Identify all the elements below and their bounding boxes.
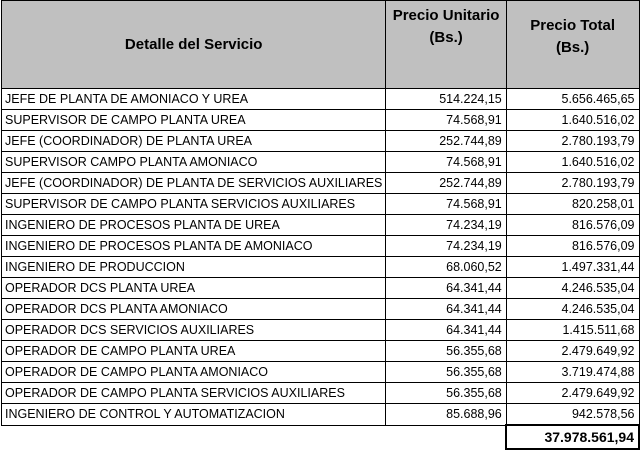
cell-precio-total: 2.780.193,79 xyxy=(506,173,639,194)
table-row xyxy=(2,341,640,362)
header-precio-total xyxy=(506,1,639,89)
table-row xyxy=(2,320,640,341)
cell-precio-unitario: 56.355,68 xyxy=(386,341,506,362)
total-row xyxy=(2,425,640,449)
table-row xyxy=(2,236,640,257)
cell-detalle: SUPERVISOR DE CAMPO PLANTA SERVICIOS AUXILIARES xyxy=(2,194,386,215)
cell-precio-total: 820.258,01 xyxy=(506,194,639,215)
header-total-line2: (Bs.) xyxy=(555,39,590,56)
cell-precio-unitario: 64.341,44 xyxy=(386,320,506,341)
cell-precio-unitario: 74.568,91 xyxy=(386,194,506,215)
cell-precio-total: 2.479.649,92 xyxy=(506,383,639,404)
header-total-line1: Precio Total xyxy=(530,17,615,34)
table-row xyxy=(2,215,640,236)
cell-precio-total: 2.479.649,92 xyxy=(506,341,639,362)
cell-precio-total: 4.246.535,04 xyxy=(506,299,639,320)
header-unitario-line1: Precio Unitario xyxy=(392,7,500,24)
table-row xyxy=(2,173,640,194)
cell-precio-unitario: 514.224,15 xyxy=(386,89,506,110)
header-unitario-line2: (Bs.) xyxy=(429,29,463,46)
cell-precio-total: 816.576,09 xyxy=(506,215,639,236)
cell-detalle: INGENIERO DE PROCESOS PLANTA DE UREA xyxy=(2,215,386,236)
table-row xyxy=(2,404,640,426)
cell-precio-unitario: 68.060,52 xyxy=(386,257,506,278)
total-spacer xyxy=(386,425,506,449)
header-precio-unitario xyxy=(386,1,506,89)
cell-detalle: INGENIERO DE PROCESOS PLANTA DE AMONIACO xyxy=(2,236,386,257)
cell-precio-unitario: 252.744,89 xyxy=(386,173,506,194)
cell-detalle: SUPERVISOR CAMPO PLANTA AMONIACO xyxy=(2,152,386,173)
cell-precio-total: 1.640.516,02 xyxy=(506,110,639,131)
table-row xyxy=(2,152,640,173)
cell-precio-unitario: 74.568,91 xyxy=(386,152,506,173)
table-row xyxy=(2,278,640,299)
cell-detalle: INGENIERO DE CONTROL Y AUTOMATIZACION xyxy=(2,404,386,426)
table-row xyxy=(2,383,640,404)
cell-precio-unitario: 56.355,68 xyxy=(386,383,506,404)
cell-precio-unitario: 252.744,89 xyxy=(386,131,506,152)
cell-precio-unitario: 74.568,91 xyxy=(386,110,506,131)
cell-detalle: OPERADOR DE CAMPO PLANTA SERVICIOS AUXILIARES xyxy=(2,383,386,404)
cell-precio-total: 1.497.331,44 xyxy=(506,257,639,278)
cell-precio-total: 1.415.511,68 xyxy=(506,320,639,341)
cell-precio-unitario: 74.234,19 xyxy=(386,215,506,236)
table-row xyxy=(2,299,640,320)
table-row xyxy=(2,257,640,278)
service-price-table xyxy=(1,0,640,450)
cell-detalle: INGENIERO DE PRODUCCION xyxy=(2,257,386,278)
cell-precio-unitario: 74.234,19 xyxy=(386,236,506,257)
header-detalle: Detalle del Servicio xyxy=(2,1,386,89)
cell-detalle: OPERADOR DCS PLANTA UREA xyxy=(2,278,386,299)
table-row xyxy=(2,110,640,131)
table-row xyxy=(2,194,640,215)
cell-detalle: SUPERVISOR DE CAMPO PLANTA UREA xyxy=(2,110,386,131)
cell-detalle: OPERADOR DE CAMPO PLANTA AMONIACO xyxy=(2,362,386,383)
cell-detalle: JEFE DE PLANTA DE AMONIACO Y UREA xyxy=(2,89,386,110)
cell-precio-total: 816.576,09 xyxy=(506,236,639,257)
grand-total-cell: 37.978.561,94 xyxy=(506,425,639,449)
cell-precio-total: 1.640.516,02 xyxy=(506,152,639,173)
table-row xyxy=(2,131,640,152)
cell-precio-total: 942.578,56 xyxy=(506,404,639,426)
header-row xyxy=(2,1,640,89)
cell-precio-total: 2.780.193,79 xyxy=(506,131,639,152)
cell-precio-unitario: 85.688,96 xyxy=(386,404,506,426)
cell-precio-total: 4.246.535,04 xyxy=(506,278,639,299)
cell-precio-unitario: 64.341,44 xyxy=(386,299,506,320)
cell-precio-unitario: 64.341,44 xyxy=(386,278,506,299)
cell-precio-total: 5.656.465,65 xyxy=(506,89,639,110)
table-row xyxy=(2,362,640,383)
cell-detalle: JEFE (COORDINADOR) DE PLANTA UREA xyxy=(2,131,386,152)
cell-detalle: OPERADOR DE CAMPO PLANTA UREA xyxy=(2,341,386,362)
cell-detalle: OPERADOR DCS PLANTA AMONIACO xyxy=(2,299,386,320)
cell-precio-unitario: 56.355,68 xyxy=(386,362,506,383)
table-row xyxy=(2,89,640,110)
cell-detalle: JEFE (COORDINADOR) DE PLANTA DE SERVICIOS AUXILIARES xyxy=(2,173,386,194)
cell-precio-total: 3.719.474,88 xyxy=(506,362,639,383)
total-spacer xyxy=(2,425,386,449)
cell-detalle: OPERADOR DCS SERVICIOS AUXILIARES xyxy=(2,320,386,341)
